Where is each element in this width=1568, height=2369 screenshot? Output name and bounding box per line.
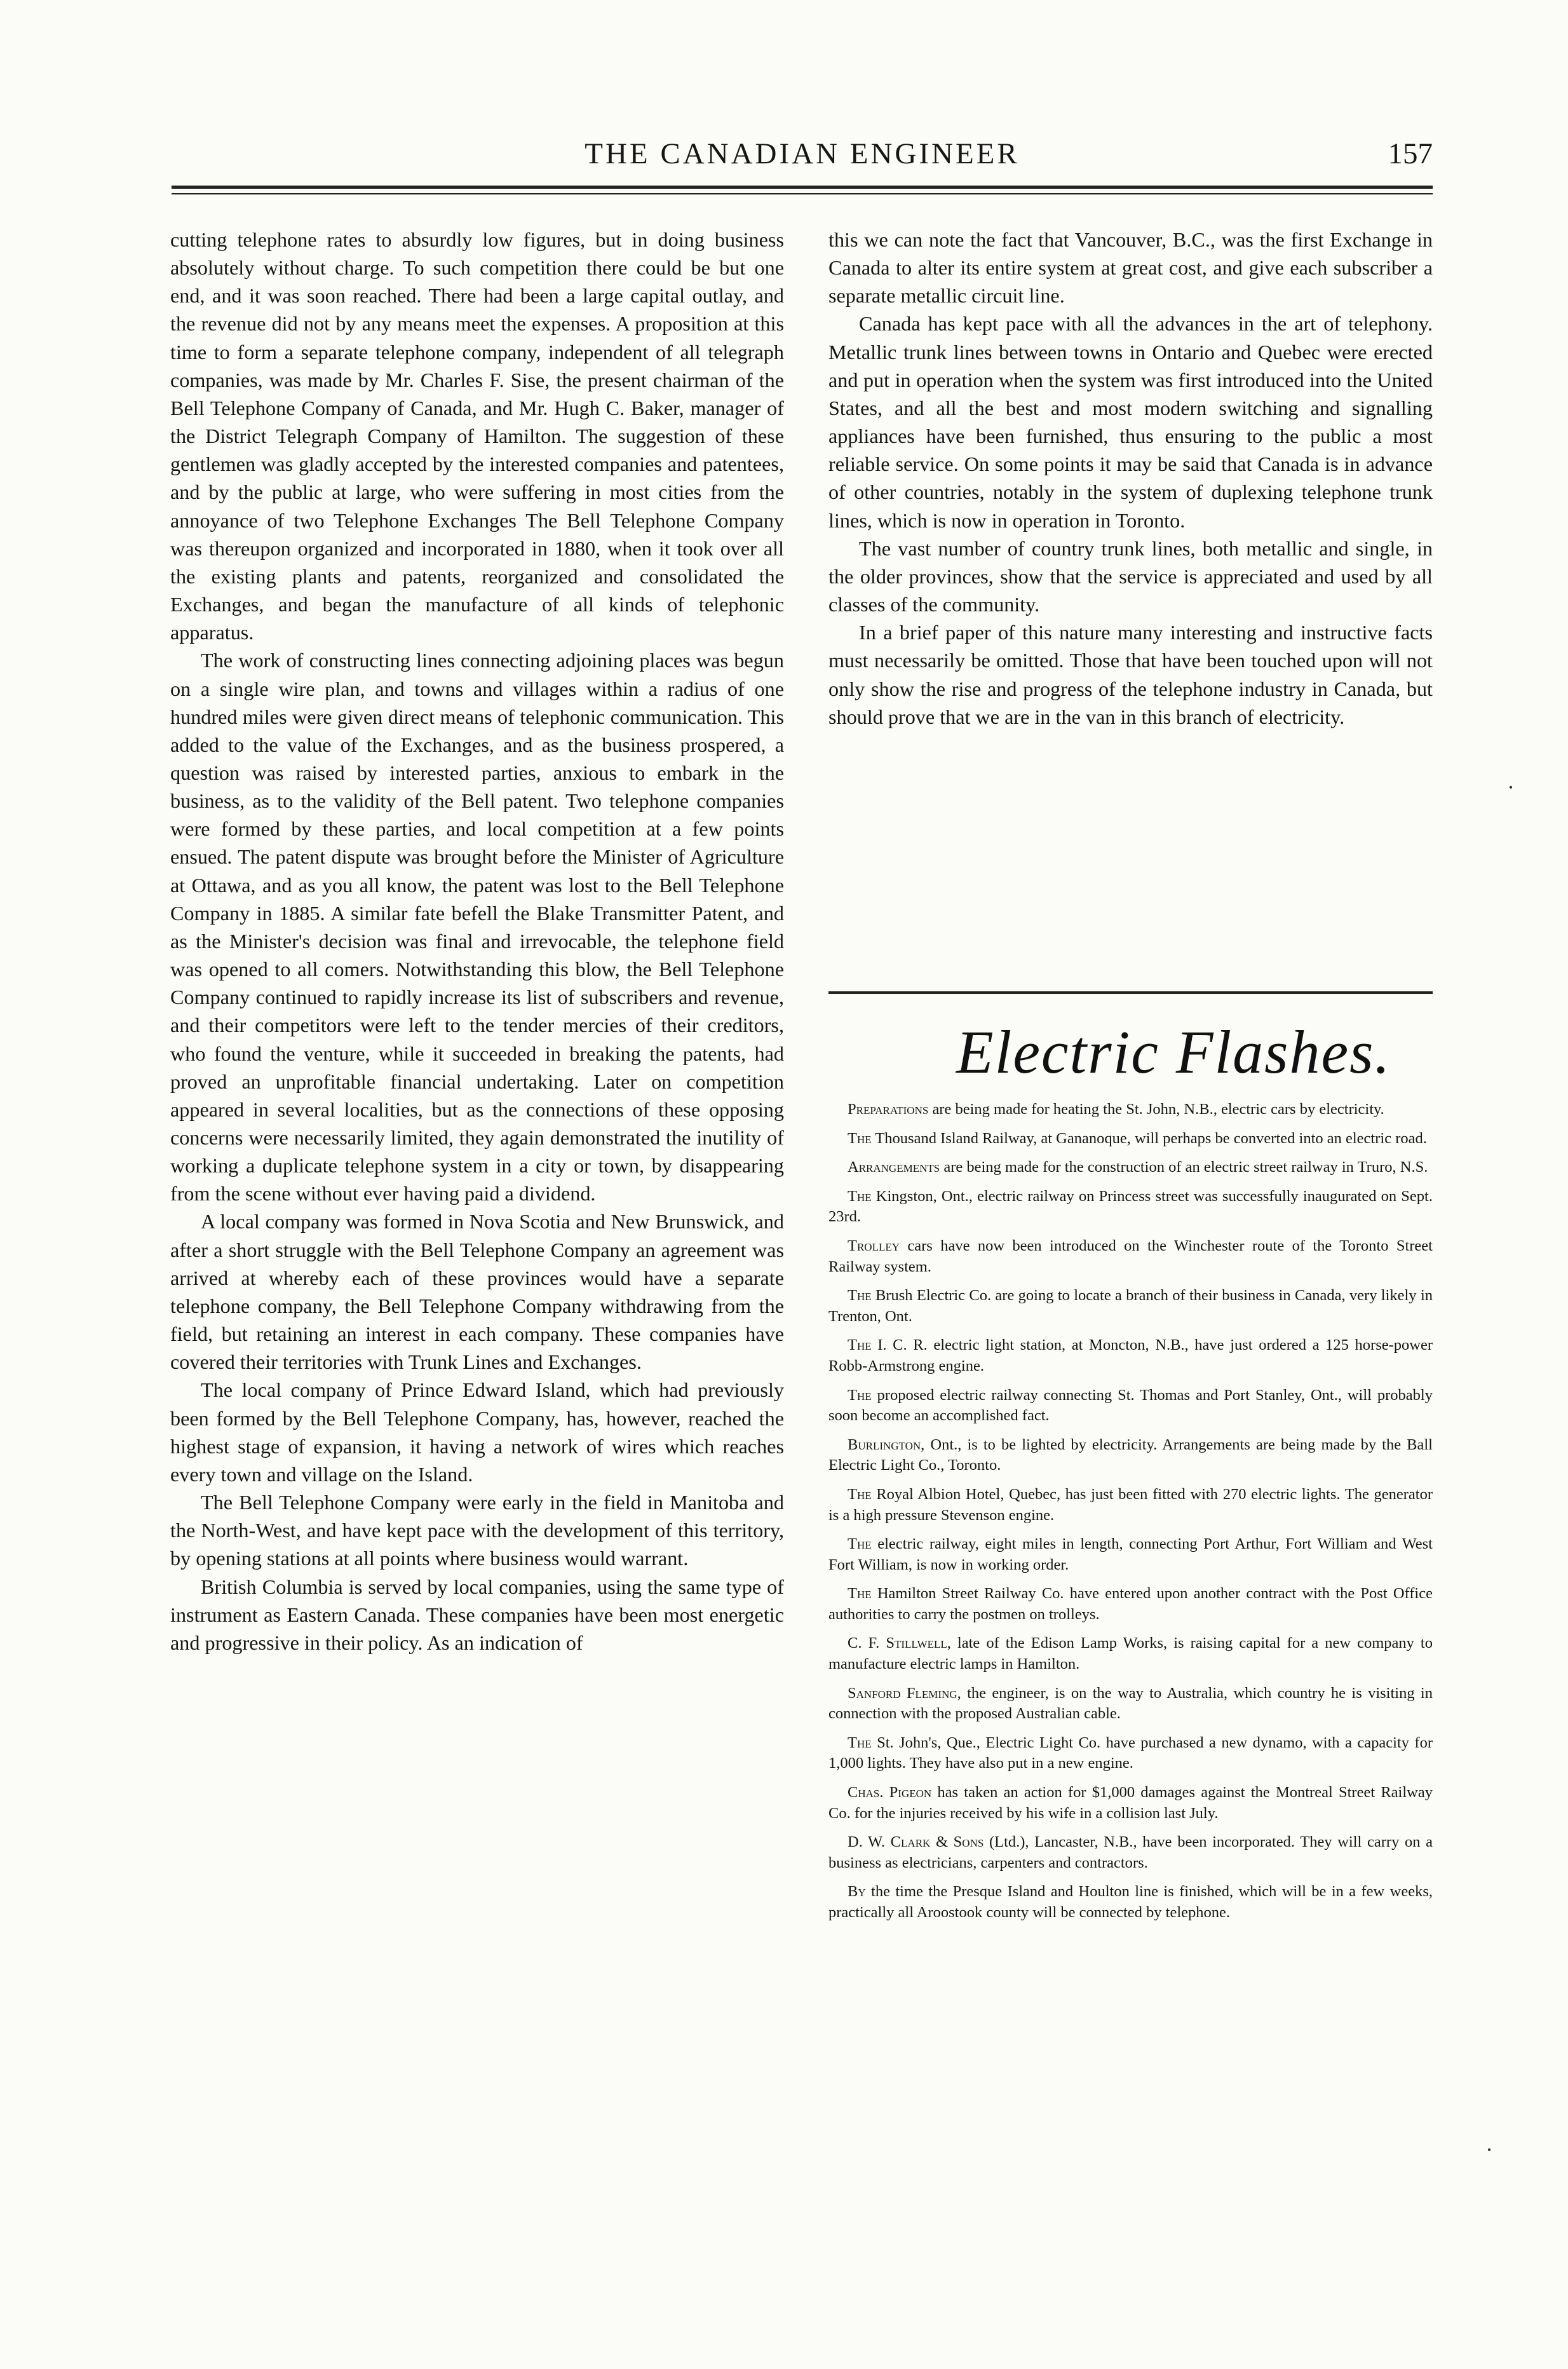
news-item [828, 1335, 1433, 1376]
news-item-text: Brush Electric Co. are going to locate a branch of their business in Canada, very likely in Trenton, Ont. [828, 1287, 1433, 1325]
section-heading-text: Electric Flashes. [956, 1018, 1391, 1086]
paragraph: In a brief paper of this nature many interesting and instructive facts must necessarily be omitted. Those that have been touched upon will not only show the rise and progress of the telephone industry in Canada, but should prove that we are in the van in this branch of electricity. [828, 621, 1433, 728]
news-item [828, 1129, 1433, 1150]
paragraph: Canada has kept pace with all the advances in the art of telephony. Metallic trunk lines between towns in Ontario and Quebec were erected and put in operation when the system was first introduced into the United States, and all the best and most modern switching and signalling appliances have been furnished, thus ensuring to the public a most reliable service. On some points it may be said that Canada is in advance of other countries, notably in the system of duplexing telephone trunk lines, which is now in operation in Toronto. [828, 312, 1433, 532]
news-item-text: Thousand Island Railway, at Gananoque, will perhaps be converted into an electric road. [871, 1129, 1427, 1147]
news-item-text: electric railway, eight miles in length, connecting Port Arthur, Fort William and West Fort William, is now in working order. [828, 1535, 1433, 1573]
news-item-lead: By [848, 1883, 866, 1901]
news-item-text: Ont., is to be lighted by electricity. Arrangements are being made by the Ball Electric Light Co., Toronto. [828, 1436, 1433, 1474]
news-item [828, 1484, 1433, 1526]
paragraph: The work of constructing lines connecting adjoining places was begun on a single wire plan, and towns and villages within a radius of one hundred miles were given direct means of telephonic communication. This added to the value of the Exchanges, and as the business prospered, a question was raised by interested parties, anxious to embark in the business, as to the validity of the Bell patent. Two telephone companies were formed by these parties, and local competition at a few points ensued. The patent dispute was brought before the Minister of Agriculture at Ottawa, and as you all know, the patent was lost to the Bell Telephone Company in 1885. A similar fate befell the Blake Transmitter Patent, and as the Minister's decision was final and irrevocable, the telephone field was opened to all comers. Notwithstanding this blow, the Bell Telephone Company continued to rapidly increase its list of subscribers and revenue, and their competitors were left to the tender mercies of their creditors, who found the venture, while it succeeded in breaking the patents, had proved an unprofitable financial undertaking. Later on competition appeared in several localities, but as the connections of these opposing concerns were necessarily limited, they again demonstrated the inutility of working a duplicate telephone system in a city or town, by disappearing from the scene without ever having paid a dividend. [170, 649, 784, 1205]
news-item-text: cars have now been introduced on the Winchester route of the Toronto Street Railway system. [828, 1237, 1433, 1275]
news-item-lead: The [848, 1386, 872, 1404]
news-item-lead: Chas. Pigeon [848, 1784, 932, 1802]
news-item [828, 1882, 1433, 1923]
news-item-lead: The [848, 1287, 872, 1305]
news-item [828, 1683, 1433, 1725]
news-item-lead: Preparations [848, 1101, 929, 1118]
news-item-text: (Ltd.), Lancaster, N.B., have been incorporated. They will carry on a business as electricians, carpenters and contractors. [828, 1833, 1433, 1871]
paragraph: cutting telephone rates to absurdly low figures, but in doing business absolutely without charge. To such competition there could be but one end, and it was soon reached. There had been a large capital outlay, and the revenue did not by any means meet the expenses. A proposition at this time to form a separate telephone company, independent of all telegraph companies, was made by Mr. Charles F. Sise, the present chairman of the Bell Telephone Company of Canada, and Mr. Hugh C. Baker, manager of the District Telegraph Company of Hamilton. The suggestion of these gentlemen was gladly accepted by the interested companies and patentees, and by the public at large, who were suffering in most cities from the annoyance of two Telephone Exchanges The Bell Telephone Company was thereupon organized and incorporated in 1880, when it took over all the existing plants and patents, reorganized and consolidated the Exchanges, and began the manufacture of all kinds of telephonic apparatus. [170, 228, 784, 644]
news-item-lead: D. W. Clark & Sons [848, 1833, 984, 1851]
stray-mark: · [1485, 2137, 1493, 2162]
news-item-text: the engineer, is on the way to Australia, which country he is visiting in connection with the proposed Australian cable. [828, 1684, 1433, 1723]
news-item [828, 1385, 1433, 1427]
news-item-lead: The [848, 1129, 872, 1147]
stray-mark: · [1507, 775, 1515, 800]
paragraph: this we can note the fact that Vancouver, B.C., was the first Exchange in Canada to alter its entire system at great cost, and give each subscriber a separate metallic circuit line. [828, 228, 1433, 308]
left-column [170, 226, 784, 1657]
paragraph: British Columbia is served by local companies, using the same type of instrument as Eastern Canada. These companies have been most energetic and progressive in their policy. As an indication of [170, 1575, 784, 1654]
right-column [828, 226, 1433, 731]
news-item-lead: C. F. Stillwell, [848, 1634, 951, 1652]
running-header [172, 137, 1433, 181]
news-item-text: are being made for the construction of an electric street railway in Truro, N.S. [940, 1158, 1428, 1176]
news-item-text: I. C. R. electric light station, at Moncton, N.B., have just ordered a 125 horse-power Robb-Armstrong engine. [828, 1336, 1433, 1375]
section-heading [826, 1012, 1430, 1107]
page-number: 157 [1388, 137, 1433, 170]
news-item [828, 1584, 1433, 1625]
news-item-lead: Trolley [848, 1237, 900, 1254]
news-item [828, 1286, 1433, 1327]
electric-flashes-list [828, 1099, 1433, 1932]
news-item [828, 1157, 1433, 1178]
news-item [828, 1733, 1433, 1774]
news-item-text: has taken an action for $1,000 damages against the Montreal Street Railway Co. for the injuries received by his wife in a collision last July. [828, 1784, 1433, 1822]
news-item-lead: The [848, 1187, 872, 1205]
news-item [828, 1832, 1433, 1873]
news-item [828, 1782, 1433, 1824]
paragraph: The vast number of country trunk lines, both metallic and single, in the older provinces, show that the service is appreciated and used by all classes of the community. [828, 536, 1433, 616]
news-item-text: the time the Presque Island and Houlton line is finished, which will be in a few weeks, practically all Aroostook county will be connected by telephone. [828, 1883, 1433, 1921]
news-item [828, 1099, 1433, 1120]
paragraph: A local company was formed in Nova Scotia and New Brunswick, and after a short struggle with the Bell Telephone Company an agreement was arrived at whereby each of these provinces would have a separate telephone company, the Bell Telephone Company withdrawing from the field, but retaining an interest in each company. These companies have covered their territories with Trunk Lines and Exchanges. [170, 1210, 784, 1374]
news-item [828, 1186, 1433, 1228]
news-item-lead: The [848, 1485, 872, 1503]
news-item [828, 1435, 1433, 1476]
news-item-text: Hamilton Street Railway Co. have entered upon another contract with the Post Office authorities to carry the postmen on trolleys. [828, 1585, 1433, 1623]
news-item-lead: The [848, 1535, 872, 1553]
news-item-lead: The [848, 1734, 872, 1751]
journal-title: THE CANADIAN ENGINEER [585, 137, 1020, 170]
news-item-text: Royal Albion Hotel, Quebec, has just been fitted with 270 electric lights. The generator is a high pressure Stevenson engine. [828, 1485, 1433, 1524]
news-item-text: are being made for heating the St. John, N.B., electric cars by electricity. [928, 1101, 1384, 1118]
header-rule-thick [172, 186, 1433, 189]
news-item-lead: The [848, 1585, 872, 1603]
news-item [828, 1534, 1433, 1575]
news-item [828, 1236, 1433, 1277]
section-divider [828, 991, 1433, 994]
news-item-lead: Sanford Fleming, [848, 1684, 961, 1702]
news-item-lead: Burlington, [848, 1436, 925, 1453]
news-item-lead: Arrangements [848, 1158, 940, 1176]
news-item [828, 1633, 1433, 1674]
news-item-text: St. John's, Que., Electric Light Co. have purchased a new dynamo, with a capacity for 1,000 lights. They have also put in a new engine. [828, 1734, 1433, 1772]
news-item-text: proposed electric railway connecting St. Thomas and Port Stanley, Ont., will probably soon become an accomplished fact. [828, 1386, 1433, 1425]
news-item-text: late of the Edison Lamp Works, is raising capital for a new company to manufacture electric lamps in Hamilton. [828, 1634, 1433, 1673]
paragraph: The local company of Prince Edward Island, which had previously been formed by the Bell Telephone Company, has, however, reached the highest stage of expansion, it having a network of wires which reaches every town and village on the Island. [170, 1378, 784, 1486]
news-item-text: Kingston, Ont., electric railway on Princess street was successfully inaugurated on Sept. 23rd. [828, 1187, 1433, 1226]
news-item-lead: The [848, 1336, 872, 1354]
header-rule-thin [172, 193, 1433, 194]
paragraph: The Bell Telephone Company were early in the field in Manitoba and the North-West, and have kept pace with the development of this territory, by opening stations at all points where business would warrant. [170, 1491, 784, 1570]
